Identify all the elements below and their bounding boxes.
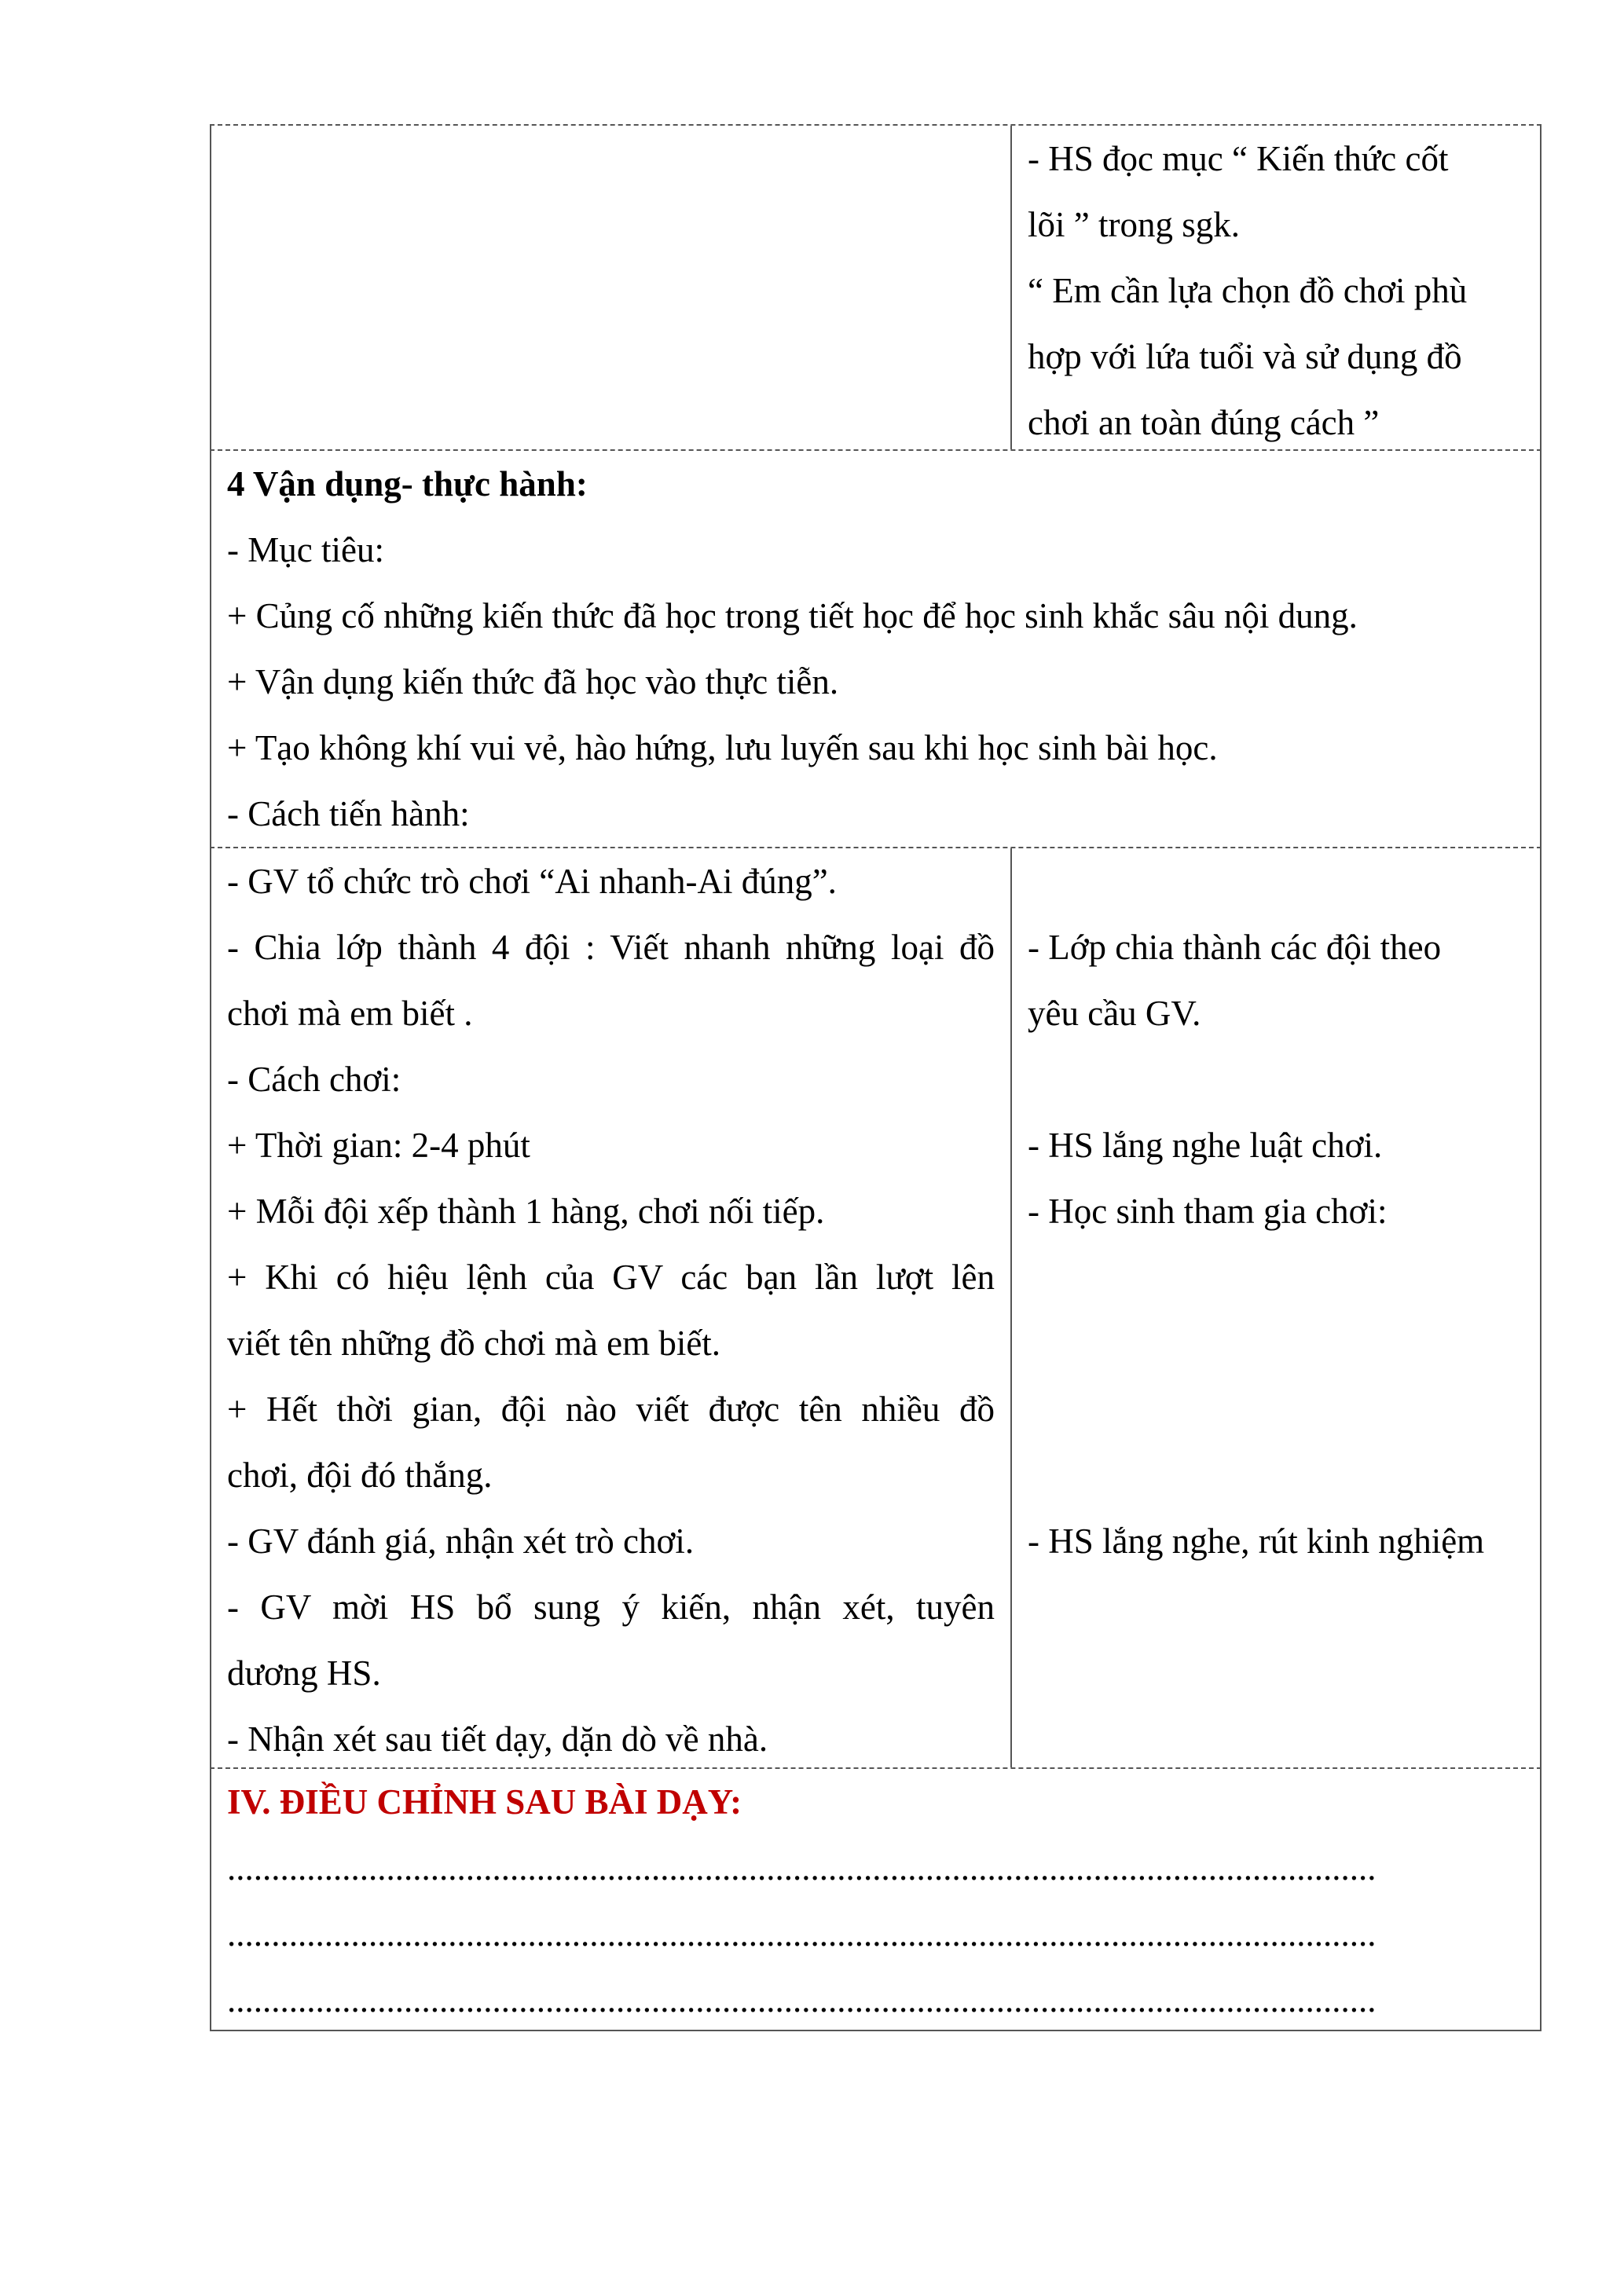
procedure-label: - Cách tiến hành: [227,794,470,833]
student-text-line: “ Em cần lựa chọn đồ chơi phù [1028,271,1468,310]
teacher-text-line: - GV đánh giá, nhận xét trò chơi. [227,1522,695,1561]
teacher-text-line: - GV mời HS bổ sung ý kiến, nhận xét, tuyên [227,1587,995,1627]
section-4-cell [211,451,1540,847]
lesson-plan-table [210,124,1542,2031]
student-text-line [1028,1046,1524,1112]
teacher-text-line: chơi mà em biết . [227,994,473,1033]
teacher-text-line: - Cách chơi: [227,1060,401,1099]
row-game-activity [210,847,1542,1767]
teacher-text-line: + Thời gian: 2-4 phút [227,1126,530,1165]
row-section-iv [210,1767,1542,2031]
student-text-line [1028,1310,1524,1376]
student-text-line [1028,1376,1524,1442]
student-text-line: hợp với lứa tuổi và sử dụng đồ [1028,337,1462,376]
teacher-text-line: + Mỗi đội xếp thành 1 hàng, chơi nối tiếp. [227,1192,825,1231]
dotted-fill-line: .................................................................................................................................. [227,1848,1377,1888]
section-iv-cell [211,1769,1540,2030]
teacher-text-line: dương HS. [227,1653,381,1693]
teacher-text-line: chơi, đội đó thắng. [227,1456,493,1495]
row-section-4 [210,449,1542,847]
student-activity-cell [1012,848,1540,1767]
objective-line: + Vận dụng kiến thức đã học vào thực tiễn. [227,662,839,701]
student-text-line: - HS lắng nghe luật chơi. [1028,1126,1383,1165]
teacher-text-line: viết tên những đồ chơi mà em biết. [227,1324,721,1363]
teacher-text-line: - GV tổ chức trò chơi “Ai nhanh-Ai đúng”. [227,862,837,901]
student-text-line [1028,1244,1524,1310]
student-text-line: chơi an toàn đúng cách ” [1028,403,1380,442]
objective-line: + Củng cố những kiến thức đã học trong tiết học để học sinh khắc sâu nội dung. [227,596,1358,635]
dotted-fill-line: .................................................................................................................................. [227,1914,1377,1954]
teacher-text-line: + Khi có hiệu lệnh của GV các bạn lần lượt lên [227,1258,995,1297]
dotted-fill-line: .................................................................................................................................. [227,1980,1377,2020]
teacher-activity-cell [211,848,1012,1767]
student-text-line: - Học sinh tham gia chơi: [1028,1192,1388,1231]
teacher-text-line: - Nhận xét sau tiết dạy, dặn dò về nhà. [227,1719,768,1759]
objective-line: + Tạo không khí vui vẻ, hào hứng, lưu luyến sau khi học sinh bài học. [227,728,1218,767]
student-text-line [1028,1706,1524,1772]
objective-line: - Mục tiêu: [227,530,384,569]
student-text-line: - HS lắng nghe, rút kinh nghiệm [1028,1522,1485,1561]
student-text-line: yêu cầu GV. [1028,994,1201,1033]
student-cell-core-knowledge [1012,126,1540,449]
student-text-line: - Lớp chia thành các đội theo [1028,928,1442,967]
student-text-line: lõi ” trong sgk. [1028,205,1240,244]
student-text-line [1028,1442,1524,1508]
teacher-text-line: - Chia lớp thành 4 đội : Viết nhanh những loại đồ [227,928,995,967]
section-4-title: 4 Vận dụng- thực hành: [227,464,588,504]
student-text-line [1028,848,1524,914]
student-text-line [1028,1574,1524,1640]
student-text-line [1028,1640,1524,1706]
section-iv-title: IV. ĐIỀU CHỈNH SAU BÀI DẠY: [227,1782,742,1822]
row-core-knowledge [210,124,1542,449]
student-text-line: - HS đọc mục “ Kiến thức cốt [1028,139,1449,178]
teacher-cell-empty [211,126,1012,449]
teacher-text-line: + Hết thời gian, đội nào viết được tên nhiều đồ [227,1390,995,1429]
